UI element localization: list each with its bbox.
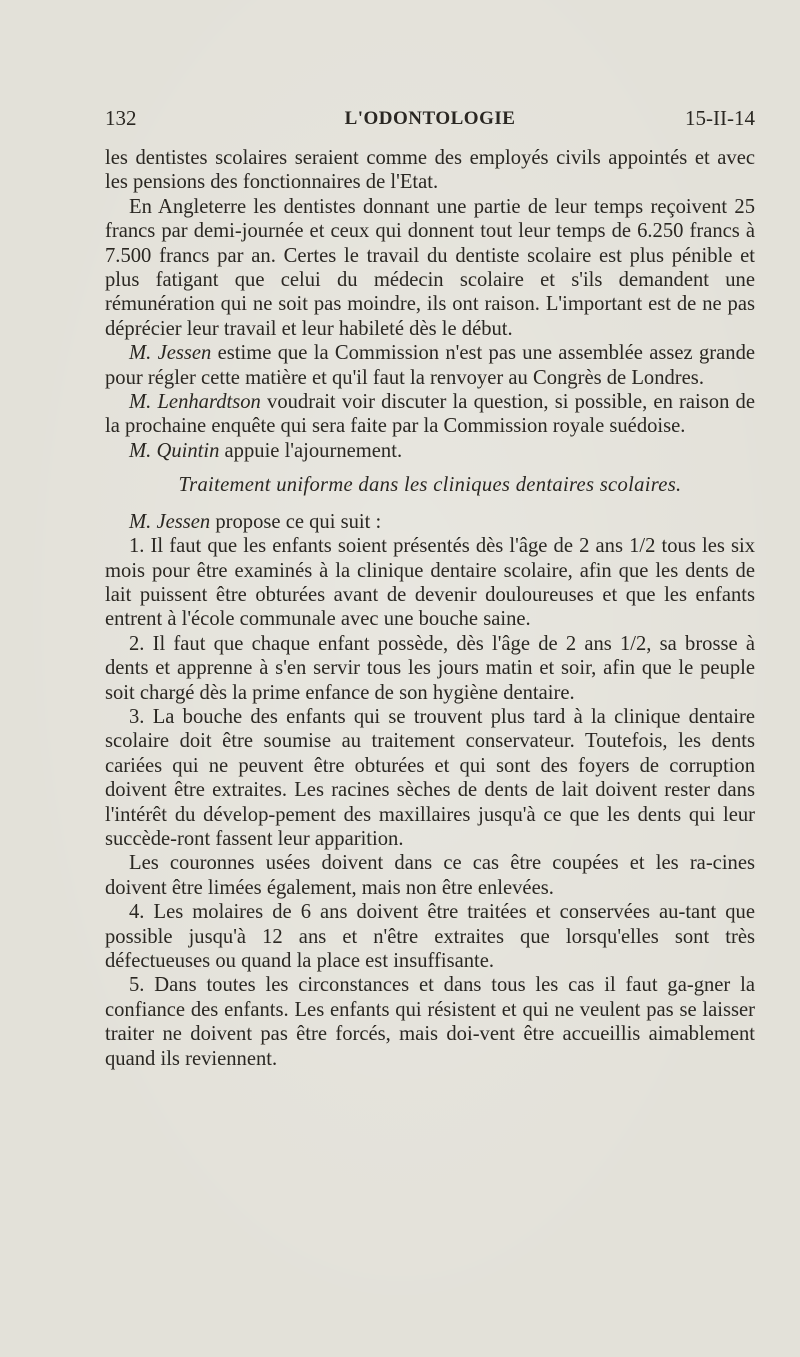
numbered-item — [105, 632, 755, 705]
item-text: 5. Dans toutes les circonstances et dans tous les cas il faut ga-gner la confiance des enfants. Les enfants qui résistent et qui ne veulent pas se laisser traiter ne doivent pas être forcés, mais doi-vent être accueillis aimablement quand ils reviennent. — [105, 974, 755, 1070]
numbered-item — [105, 705, 755, 851]
paragraph — [105, 510, 755, 534]
paragraph-text: propose ce qui suit : — [210, 510, 382, 533]
paragraph-text: Les couronnes usées doivent dans ce cas être coupées et les ra-cines doivent être limées également, mais non être enlevées. — [105, 852, 755, 899]
issue-date: 15-II-14 — [685, 106, 755, 130]
numbered-item — [105, 534, 755, 632]
speaker-name: M. Quintin — [129, 439, 220, 462]
body-text — [105, 146, 755, 1071]
paragraph — [105, 146, 755, 195]
page-number: 132 — [105, 106, 137, 130]
page-header — [105, 106, 755, 136]
speaker-name: M. Jessen — [129, 342, 212, 365]
paragraph-text: les dentistes scolaires seraient comme des employés civils appointés et avec les pensions des fonctionnaires de l'Etat. — [105, 147, 755, 194]
paragraph-text: estime que la Commission n'est pas une assemblée assez grande pour régler cette matière et qu'il faut la renvoyer au Congrès de Londres. — [105, 342, 756, 389]
item-text: 2. Il faut que chaque enfant possède, dès l'âge de 2 ans 1/2, sa brosse à dents et apprenne à s'en servir tous les jours matin et soir, afin que le peuple soit chargé dès la prime enfance de son hygiène dentaire. — [105, 632, 755, 704]
paragraph-text: appuie l'ajournement. — [219, 439, 403, 462]
paragraph — [105, 439, 755, 463]
speaker-name: M. Lenhardtson — [129, 391, 261, 414]
paragraph — [105, 390, 755, 439]
numbered-item — [105, 973, 755, 1071]
item-text: 4. Les molaires de 6 ans doivent être traitées et conservées au-tant que possible jusqu'à 12 ans et n'être extraites que lorsqu'elles sont très défectueuses ou quand la place est insuffisante. — [105, 901, 755, 972]
paragraph — [105, 851, 755, 900]
section-heading: Traitement uniforme dans les cliniques dentaires scolaires. — [178, 474, 682, 497]
paragraph — [105, 195, 755, 341]
running-title: L'ODONTOLOGIE — [344, 108, 516, 129]
item-text: 3. La bouche des enfants qui se trouvent plus tard à la clinique dentaire scolaire doit être soumise au traitement conservateur. Toutefois, les dents cariées qui ne peuvent être obturées et qui sont des foyers de corruption doivent être extraites. Les racines sèches de dents de lait doivent rester dans l'intérêt du dévelop-pement des maxillaires jusqu'à ce que les dents qui leur succède-ront fassent leur apparition. — [105, 705, 755, 850]
speaker-name: M. Jessen — [129, 510, 211, 533]
item-text: 1. Il faut que les enfants soient présentés dès l'âge de 2 ans 1/2 tous les six mois pour être examinés à la clinique dentaire scolaire, afin que les dents de lait puissent être obturées avant de devenir douloureuses et que les enfants entrent à l'école communale avec une bouche saine. — [105, 535, 755, 631]
paragraph-text: voudrait voir discuter la question, si possible, en raison de la prochaine enquête qui sera faite par la Commission royale suédoise. — [105, 391, 755, 438]
paragraph-text: En Angleterre les dentistes donnant une partie de leur temps reçoivent 25 francs par demi-journée et ceux qui donnent tout leur temps de 6.250 francs à 7.500 francs par an. Certes le travail du dentiste scolaire est plus pénible et plus fatigant que celui du médecin scolaire et s'ils demandent une rémunération qui ne soit pas moindre, ils ont raison. L'important est de ne pas déprécier leur travail et leur habileté dès le début. — [105, 195, 755, 340]
numbered-item — [105, 900, 755, 973]
paragraph — [105, 341, 755, 390]
